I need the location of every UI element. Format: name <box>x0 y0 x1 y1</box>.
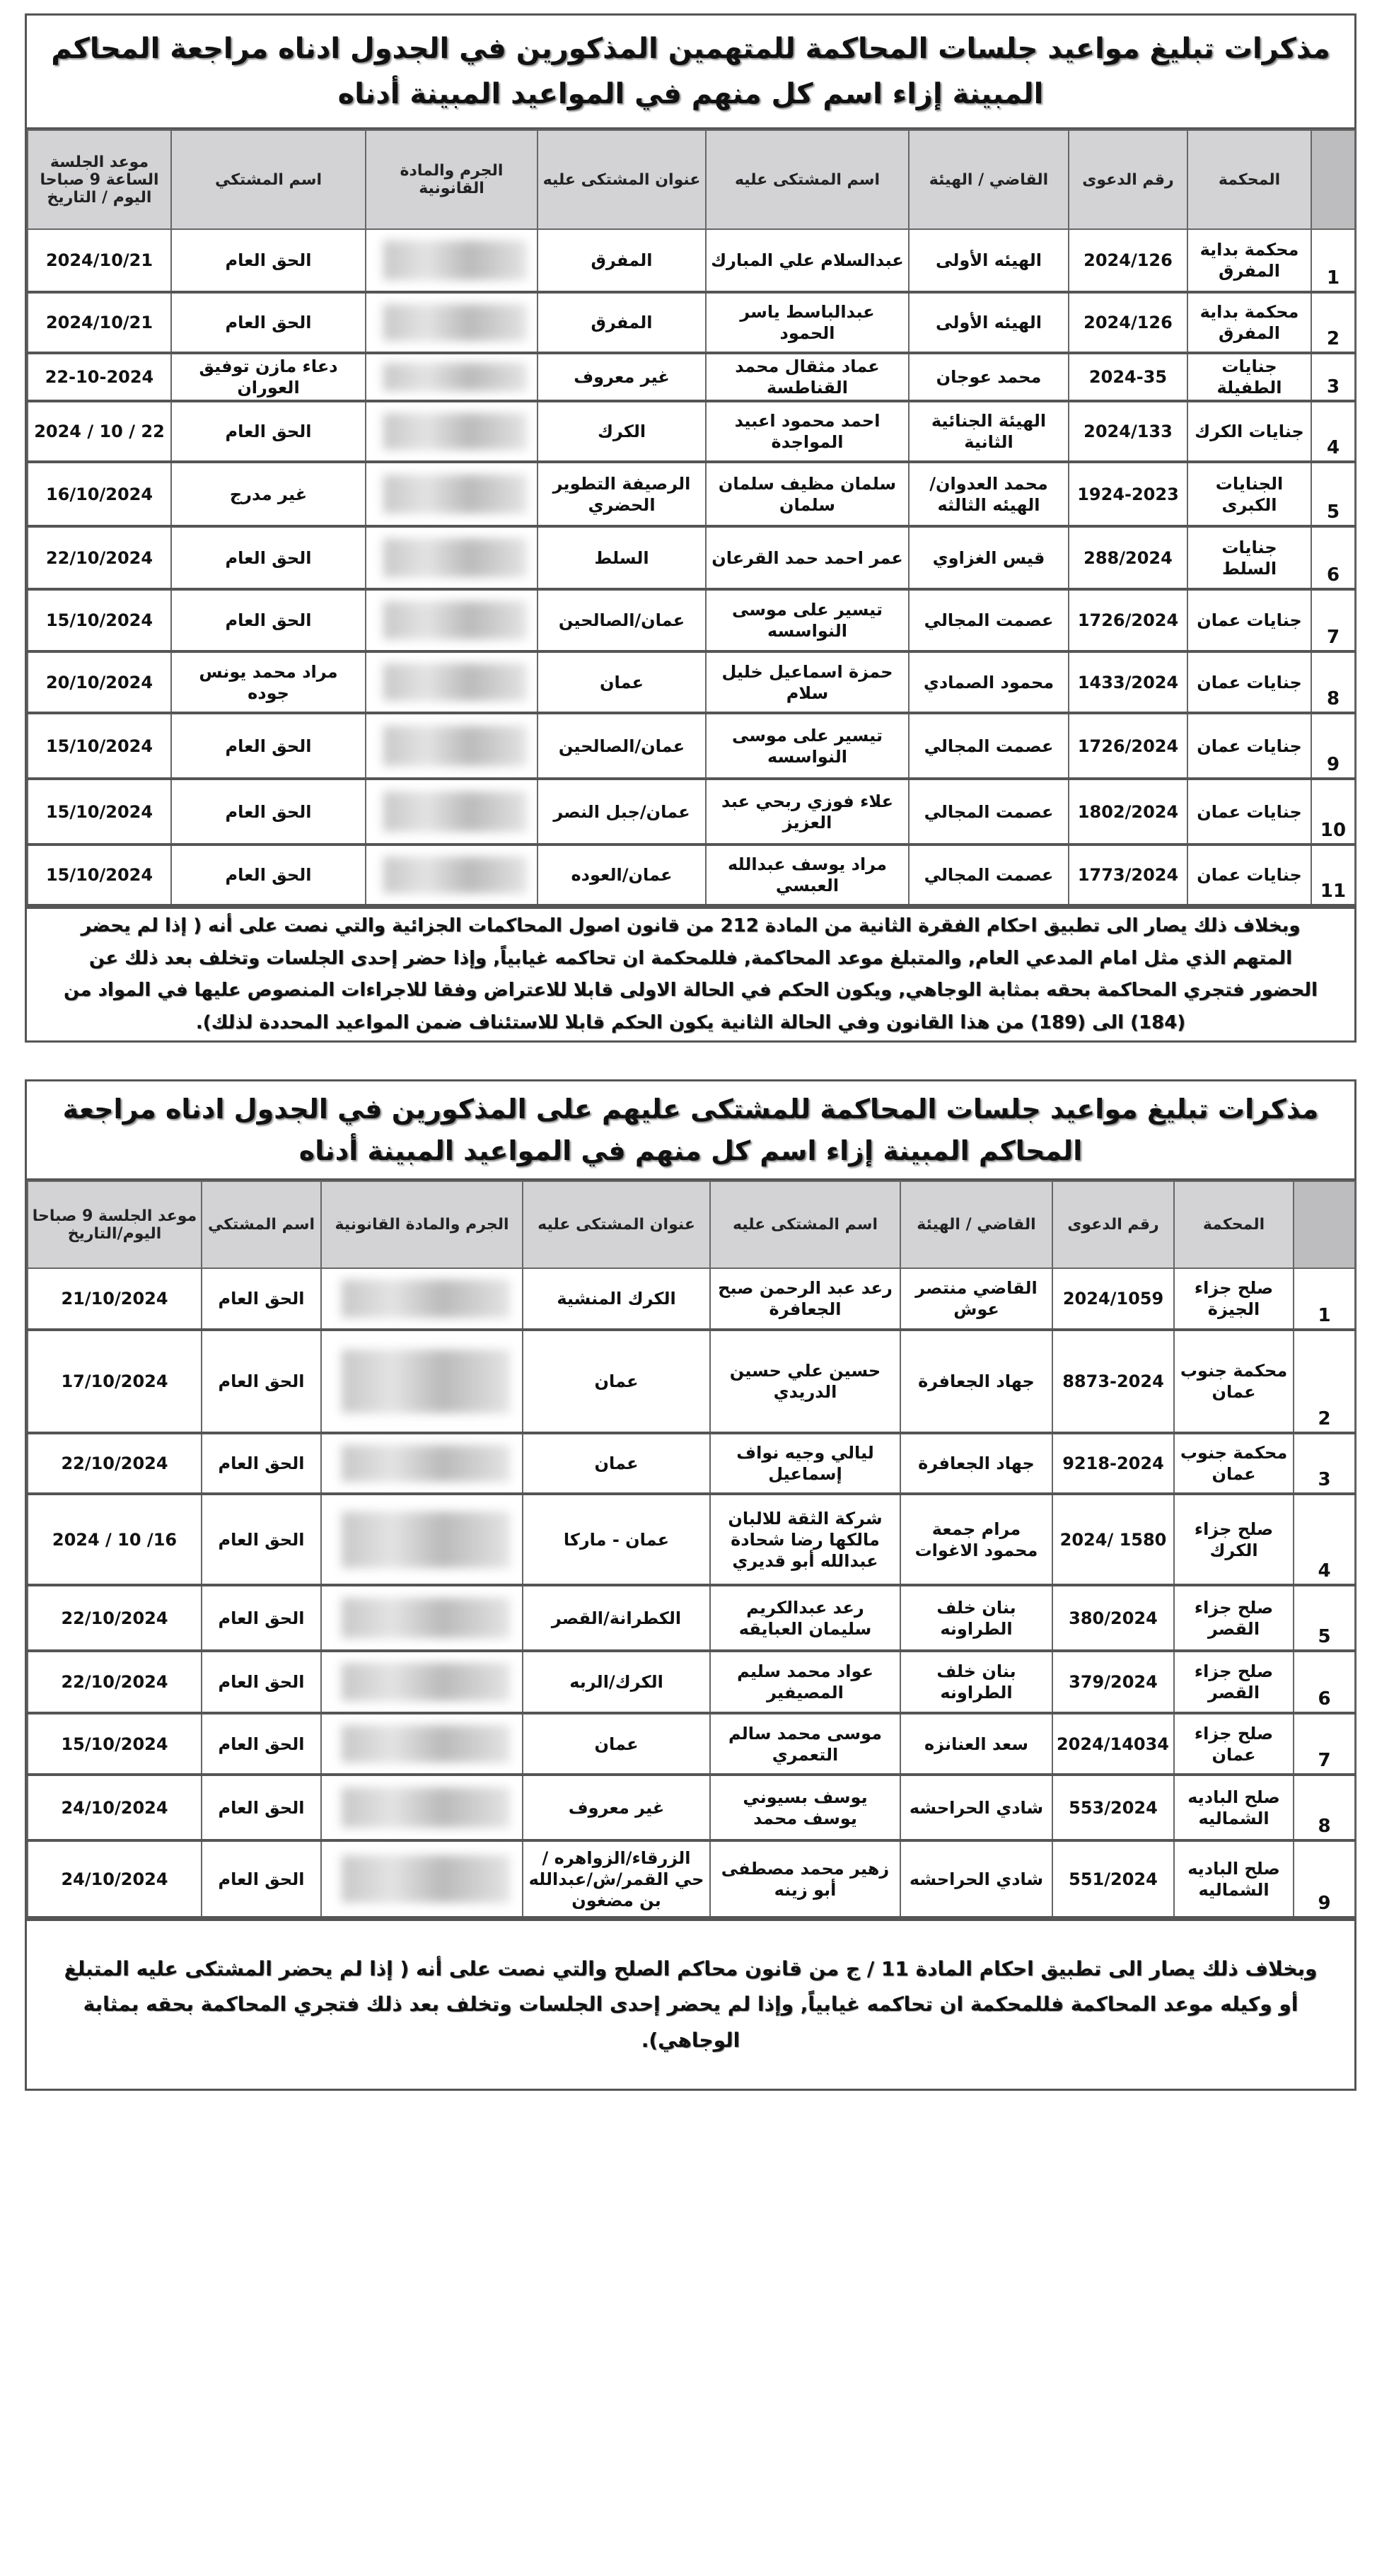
cell-court: محكمة جنوب عمان <box>1174 1433 1294 1494</box>
cell-defendant-name: علاء فوزي ربحي عبد العزيز <box>706 779 909 845</box>
cell-defendant-address: السلط <box>538 526 706 589</box>
cell-row-number: 4 <box>1311 401 1355 462</box>
cell-plaintiff-name: الحق العام <box>202 1840 321 1918</box>
redacted-blur <box>383 601 526 639</box>
cell-row-number: 9 <box>1311 713 1355 779</box>
cell-plaintiff-name: الحق العام <box>171 526 366 589</box>
table-row <box>28 353 1355 401</box>
redacted-blur <box>342 1512 510 1568</box>
cell-defendant-address: الزرقاء/الزواهره /حي القمر/ش/عبدالله بن مضغون <box>523 1840 710 1918</box>
table-row <box>28 1713 1355 1775</box>
cell-court: محكمة بداية المفرق <box>1187 229 1311 292</box>
cell-crime-legal-article <box>366 292 538 353</box>
cell-judge-panel: جهاد الجعافرة <box>900 1330 1052 1433</box>
cell-plaintiff-name: الحق العام <box>202 1268 321 1330</box>
redacted-blur <box>383 240 526 279</box>
cell-judge-panel: عصمت المجالي <box>909 713 1069 779</box>
notice-defendant-hearings <box>25 1079 1356 2091</box>
cell-crime-legal-article <box>321 1775 523 1840</box>
cell-defendant-address: عمان <box>538 651 706 713</box>
redacted-blur <box>383 475 526 514</box>
cell-defendant-address: غير معروف <box>523 1775 710 1840</box>
cell-case-number: 1726/2024 <box>1069 713 1187 779</box>
column-header-row-number <box>1294 1181 1355 1268</box>
cell-court: جنايات عمان <box>1187 651 1311 713</box>
column-header-plaintiff-name: اسم المشتكي <box>202 1181 321 1268</box>
table-row <box>28 462 1355 526</box>
cell-judge-panel: مرام جمعة محمود الاغوات <box>900 1494 1052 1585</box>
cell-court: صلح الباديه الشماليه <box>1174 1775 1294 1840</box>
table-row <box>28 1268 1355 1330</box>
cell-crime-legal-article <box>366 526 538 589</box>
cell-court: صلح الباديه الشماليه <box>1174 1840 1294 1918</box>
cell-crime-legal-article <box>366 713 538 779</box>
table-row <box>28 1433 1355 1494</box>
cell-plaintiff-name: الحق العام <box>202 1775 321 1840</box>
column-header-plaintiff-name: اسم المشتكي <box>171 130 366 229</box>
cell-defendant-name: رعد عبد الرحمن صبح الجعافرة <box>710 1268 900 1330</box>
cell-plaintiff-name: الحق العام <box>202 1330 321 1433</box>
cell-hearing-date: 22-10-2024 <box>28 353 171 401</box>
cell-hearing-date: 17/10/2024 <box>28 1330 202 1433</box>
cell-court: محكمة جنوب عمان <box>1174 1330 1294 1433</box>
redacted-blur <box>383 363 526 392</box>
cell-defendant-name: عبدالباسط ياسر الحمود <box>706 292 909 353</box>
cell-judge-panel: عصمت المجالي <box>909 779 1069 845</box>
cell-hearing-date: 22/10/2024 <box>28 1585 202 1651</box>
cell-court: جنايات الطفيلة <box>1187 353 1311 401</box>
cell-hearing-date: 22/10/2024 <box>28 526 171 589</box>
table-row <box>28 713 1355 779</box>
cell-hearing-date: 15/10/2024 <box>28 779 171 845</box>
cell-plaintiff-name: الحق العام <box>202 1494 321 1585</box>
cell-judge-panel: الهيئه الأولى <box>909 229 1069 292</box>
column-header-defendant-name: اسم المشتكى عليه <box>706 130 909 229</box>
cell-defendant-name: عواد محمد سليم المصيفير <box>710 1651 900 1713</box>
column-header-defendant-address: عنوان المشتكى عليه <box>523 1181 710 1268</box>
cell-case-number: 380/2024 <box>1052 1585 1174 1651</box>
cell-judge-panel: بنان خلف الطراونه <box>900 1585 1052 1651</box>
cell-defendant-name: حسين علي حسين الدريدي <box>710 1330 900 1433</box>
cell-row-number: 6 <box>1311 526 1355 589</box>
cell-case-number: 2024/1059 <box>1052 1268 1174 1330</box>
cell-crime-legal-article <box>366 229 538 292</box>
cell-crime-legal-article <box>321 1651 523 1713</box>
cell-row-number: 3 <box>1294 1433 1355 1494</box>
cell-plaintiff-name: الحق العام <box>171 229 366 292</box>
cell-case-number: 2024/126 <box>1069 292 1187 353</box>
cell-defendant-name: زهير محمد مصطفى أبو زينه <box>710 1840 900 1918</box>
redacted-blur <box>342 1855 510 1903</box>
cell-case-number: 379/2024 <box>1052 1651 1174 1713</box>
cell-crime-legal-article <box>366 589 538 651</box>
cell-case-number: 288/2024 <box>1069 526 1187 589</box>
redacted-blur <box>342 1445 510 1483</box>
cell-hearing-date: 15/10/2024 <box>28 845 171 905</box>
cell-court: صلح جزاء القصر <box>1174 1585 1294 1651</box>
cell-crime-legal-article <box>366 353 538 401</box>
table-row <box>28 526 1355 589</box>
cell-case-number: 2024/133 <box>1069 401 1187 462</box>
hearings-table <box>27 129 1356 907</box>
cell-case-number: 9218-2024 <box>1052 1433 1174 1494</box>
cell-defendant-address: عمان/الصالحين <box>538 589 706 651</box>
cell-judge-panel: محمود الصمادي <box>909 651 1069 713</box>
cell-plaintiff-name: الحق العام <box>202 1651 321 1713</box>
notice-accused-hearings <box>25 13 1356 1043</box>
cell-defendant-address: الرصيفة التطوير الحضري <box>538 462 706 526</box>
cell-row-number: 10 <box>1311 779 1355 845</box>
cell-crime-legal-article <box>366 845 538 905</box>
cell-defendant-address: عمان/جبل النصر <box>538 779 706 845</box>
cell-defendant-address: الكرك/الربه <box>523 1651 710 1713</box>
cell-defendant-name: موسى محمد سالم التعمري <box>710 1713 900 1775</box>
redacted-blur <box>383 538 526 576</box>
redacted-blur <box>342 1787 510 1828</box>
table-row <box>28 845 1355 905</box>
cell-defendant-name: احمد محمود اعبيد المواجدة <box>706 401 909 462</box>
legal-notice-paragraph: وبخلاف ذلك يصار الى تطبيق احكام المادة 11 / ج من قانون محاكم الصلح والتي نصت على أنه ( إذا لم يحضر المشتكى عليه المتبلغ أو وكيله موعد المحاكمة فللمحكمة ان تحاكمه غيابياً, وإذا لم يحضر إحدى الجلسات وتخلف بعد ذلك فتجري المحاكمة بحقه بمثابة الوجاهي). <box>27 1919 1354 2089</box>
cell-hearing-date: 24/10/2024 <box>28 1840 202 1918</box>
column-header-court: المحكمة <box>1174 1181 1294 1268</box>
cell-row-number: 8 <box>1294 1775 1355 1840</box>
cell-plaintiff-name: الحق العام <box>202 1713 321 1775</box>
cell-defendant-name: عبدالسلام علي المبارك <box>706 229 909 292</box>
cell-plaintiff-name: الحق العام <box>202 1433 321 1494</box>
redacted-blur <box>383 791 526 832</box>
cell-judge-panel: الهيئه الأولى <box>909 292 1069 353</box>
column-header-defendant-address: عنوان المشتكى عليه <box>538 130 706 229</box>
cell-case-number: 8873-2024 <box>1052 1330 1174 1433</box>
cell-court: صلح جزاء الكرك <box>1174 1494 1294 1585</box>
cell-case-number: 2024/126 <box>1069 229 1187 292</box>
cell-judge-panel: عصمت المجالي <box>909 589 1069 651</box>
cell-case-number: 2024/14034 <box>1052 1713 1174 1775</box>
table-row <box>28 1651 1355 1713</box>
cell-hearing-date: 22/10/2024 <box>28 1651 202 1713</box>
table-row <box>28 1840 1355 1918</box>
cell-judge-panel: شادي الحراحشه <box>900 1840 1052 1918</box>
cell-case-number: 553/2024 <box>1052 1775 1174 1840</box>
cell-defendant-address: الكرك <box>538 401 706 462</box>
cell-defendant-address: عمان <box>523 1433 710 1494</box>
cell-hearing-date: 15/10/2024 <box>28 589 171 651</box>
cell-crime-legal-article <box>366 401 538 462</box>
cell-defendant-name: شركة الثقة للالبان مالكها رضا شحادة عبدالله أبو قديري <box>710 1494 900 1585</box>
redacted-blur <box>383 726 526 766</box>
cell-hearing-date: 2024/10/21 <box>28 229 171 292</box>
column-header-hearing-date: موعد الجلسة 9 صباحا اليوم/التاريخ <box>28 1181 202 1268</box>
cell-crime-legal-article <box>321 1433 523 1494</box>
cell-defendant-name: مراد يوسف عبدالله العبسي <box>706 845 909 905</box>
hearings-table <box>27 1180 1356 1919</box>
cell-court: صلح جزاء عمان <box>1174 1713 1294 1775</box>
cell-defendant-address: عمان/الصالحين <box>538 713 706 779</box>
cell-plaintiff-name: الحق العام <box>171 845 366 905</box>
cell-defendant-name: تيسير على موسى النواسسه <box>706 713 909 779</box>
cell-crime-legal-article <box>321 1585 523 1651</box>
cell-row-number: 2 <box>1311 292 1355 353</box>
cell-defendant-address: الكطرانة/القصر <box>523 1585 710 1651</box>
cell-hearing-date: 24/10/2024 <box>28 1775 202 1840</box>
cell-hearing-date: 21/10/2024 <box>28 1268 202 1330</box>
cell-plaintiff-name: الحق العام <box>171 589 366 651</box>
cell-case-number: 1726/2024 <box>1069 589 1187 651</box>
table-row <box>28 779 1355 845</box>
column-header-defendant-name: اسم المشتكى عليه <box>710 1181 900 1268</box>
table-row <box>28 292 1355 353</box>
column-header-judge-panel: القاضي / الهيئة <box>900 1181 1052 1268</box>
cell-plaintiff-name: غير مدرج <box>171 462 366 526</box>
cell-case-number: 1433/2024 <box>1069 651 1187 713</box>
table-row <box>28 1585 1355 1651</box>
table-row <box>28 589 1355 651</box>
cell-defendant-address: المفرق <box>538 292 706 353</box>
cell-defendant-name: سلمان مظيف سلمان سلمان <box>706 462 909 526</box>
header-row <box>28 130 1355 229</box>
cell-row-number: 8 <box>1311 651 1355 713</box>
cell-row-number: 9 <box>1294 1840 1355 1918</box>
cell-row-number: 3 <box>1311 353 1355 401</box>
redacted-blur <box>383 857 526 894</box>
cell-row-number: 4 <box>1294 1494 1355 1585</box>
cell-hearing-date: 16/ 10 / 2024 <box>28 1494 202 1585</box>
cell-crime-legal-article <box>366 779 538 845</box>
cell-crime-legal-article <box>321 1268 523 1330</box>
cell-defendant-address: عمان <box>523 1713 710 1775</box>
cell-row-number: 6 <box>1294 1651 1355 1713</box>
header-row <box>28 1181 1355 1268</box>
cell-hearing-date: 16/10/2024 <box>28 462 171 526</box>
redacted-blur <box>383 304 526 342</box>
cell-plaintiff-name: الحق العام <box>171 401 366 462</box>
cell-court: جنايات الكرك <box>1187 401 1311 462</box>
redacted-blur <box>342 1663 510 1701</box>
cell-defendant-name: حمزة اسماعيل خليل سلام <box>706 651 909 713</box>
cell-court: الجنايات الكبرى <box>1187 462 1311 526</box>
cell-plaintiff-name: الحق العام <box>171 779 366 845</box>
cell-court: جنايات عمان <box>1187 779 1311 845</box>
cell-crime-legal-article <box>321 1330 523 1433</box>
cell-judge-panel: قيس الغزاوي <box>909 526 1069 589</box>
cell-judge-panel: بنان خلف الطراونه <box>900 1651 1052 1713</box>
cell-case-number: 1580 /2024 <box>1052 1494 1174 1585</box>
cell-row-number: 5 <box>1294 1585 1355 1651</box>
cell-defendant-name: عمر احمد حمد القرعان <box>706 526 909 589</box>
cell-defendant-name: رعد عبدالكريم سليمان العبايقه <box>710 1585 900 1651</box>
cell-judge-panel: محمد العدوان/الهيئه الثالثه <box>909 462 1069 526</box>
redacted-blur <box>342 1598 510 1638</box>
cell-hearing-date: 22/10/2024 <box>28 1433 202 1494</box>
cell-plaintiff-name: الحق العام <box>202 1585 321 1651</box>
cell-court: صلح جزاء القصر <box>1174 1651 1294 1713</box>
cell-defendant-address: عمان/العوده <box>538 845 706 905</box>
cell-defendant-name: عماد مثقال محمد القناطسة <box>706 353 909 401</box>
cell-hearing-date: 20/10/2024 <box>28 651 171 713</box>
redacted-blur <box>342 1725 510 1763</box>
cell-defendant-address: عمان <box>523 1330 710 1433</box>
cell-court: محكمة بداية المفرق <box>1187 292 1311 353</box>
cell-court: جنايات السلط <box>1187 526 1311 589</box>
cell-court: جنايات عمان <box>1187 589 1311 651</box>
cell-crime-legal-article <box>321 1494 523 1585</box>
table-row <box>28 1494 1355 1585</box>
cell-judge-panel: القاضي منتصر عوش <box>900 1268 1052 1330</box>
cell-plaintiff-name: الحق العام <box>171 292 366 353</box>
cell-crime-legal-article <box>321 1840 523 1918</box>
cell-plaintiff-name: الحق العام <box>171 713 366 779</box>
cell-case-number: 1773/2024 <box>1069 845 1187 905</box>
notice-title: مذكرات تبليغ مواعيد جلسات المحاكمة للمشتكى عليهم على المذكورين في الجدول ادناه مراجعة المحاكم المبينة إزاء اسم كل منهم في المواعيد المبينة أدناه <box>27 1081 1354 1180</box>
cell-judge-panel: محمد عوجان <box>909 353 1069 401</box>
cell-judge-panel: شادي الحراحشه <box>900 1775 1052 1840</box>
cell-hearing-date: 15/10/2024 <box>28 713 171 779</box>
table-row <box>28 229 1355 292</box>
cell-court: جنايات عمان <box>1187 845 1311 905</box>
table-row <box>28 401 1355 462</box>
cell-case-number: 551/2024 <box>1052 1840 1174 1918</box>
cell-crime-legal-article <box>321 1713 523 1775</box>
cell-crime-legal-article <box>366 462 538 526</box>
cell-court: جنايات عمان <box>1187 713 1311 779</box>
cell-hearing-date: 2024/10/21 <box>28 292 171 353</box>
column-header-crime-legal-article: الجرم والمادة القانونية <box>321 1181 523 1268</box>
cell-row-number: 7 <box>1311 589 1355 651</box>
column-header-hearing-date: موعد الجلسة الساعة 9 صباحا اليوم / التاريخ <box>28 130 171 229</box>
column-header-row-number <box>1311 130 1355 229</box>
cell-judge-panel: جهاد الجعافرة <box>900 1433 1052 1494</box>
table-row <box>28 1330 1355 1433</box>
cell-judge-panel: سعد العنانزه <box>900 1713 1052 1775</box>
cell-defendant-address: الكرك المنشية <box>523 1268 710 1330</box>
redacted-blur <box>342 1350 510 1414</box>
cell-defendant-address: عمان - ماركا <box>523 1494 710 1585</box>
cell-crime-legal-article <box>366 651 538 713</box>
cell-defendant-address: غير معروف <box>538 353 706 401</box>
cell-case-number: 1924-2023 <box>1069 462 1187 526</box>
notice-title: مذكرات تبليغ مواعيد جلسات المحاكمة للمتهمين المذكورين في الجدول ادناه مراجعة المحاكم المبينة إزاء اسم كل منهم في المواعيد المبينة أدناه <box>27 16 1354 129</box>
cell-judge-panel: الهيئة الجنائية الثانية <box>909 401 1069 462</box>
column-header-case-number: رقم الدعوى <box>1052 1181 1174 1268</box>
redacted-blur <box>342 1280 510 1318</box>
cell-row-number: 5 <box>1311 462 1355 526</box>
cell-row-number: 1 <box>1311 229 1355 292</box>
cell-row-number: 2 <box>1294 1330 1355 1433</box>
cell-defendant-name: يوسف بسيوني يوسف محمد <box>710 1775 900 1840</box>
cell-row-number: 11 <box>1311 845 1355 905</box>
redacted-blur <box>383 663 526 701</box>
cell-judge-panel: عصمت المجالي <box>909 845 1069 905</box>
cell-row-number: 7 <box>1294 1713 1355 1775</box>
legal-notice-paragraph: وبخلاف ذلك يصار الى تطبيق احكام الفقرة الثانية من المادة 212 من قانون اصول المحاكمات الجزائية والتي نصت على أنه ( إذا لم يحضر المتهم الذي مثل امام المدعي العام, والمتبلغ موعد المحاكمة, فللمحكمة ان تحاكمه غيابياً, وإذا حضر إحدى الجلسات وتخلف بعد ذلك عن الحضور فتجري المحاكمة بحقه بمثابة الوجاهي, ويكون الحكم في الحالة الاولى قابلا للاعتراض وفقا للاجراءات المنصوص عليها في المواد من (184) الى (189) من هذا القانون وفي الحالة الثانية يكون الحكم قابلا للاستئناف ضمن المواعيد المحددة لذلك). <box>27 907 1354 1040</box>
cell-hearing-date: 22 / 10 / 2024 <box>28 401 171 462</box>
column-header-judge-panel: القاضي / الهيئة <box>909 130 1069 229</box>
table-row <box>28 651 1355 713</box>
cell-plaintiff-name: مراد محمد يونس جوده <box>171 651 366 713</box>
cell-defendant-name: ليالي وجيه نواف إسماعيل <box>710 1433 900 1494</box>
cell-case-number: 2024-35 <box>1069 353 1187 401</box>
column-header-court: المحكمة <box>1187 130 1311 229</box>
cell-case-number: 1802/2024 <box>1069 779 1187 845</box>
cell-row-number: 1 <box>1294 1268 1355 1330</box>
cell-defendant-address: المفرق <box>538 229 706 292</box>
cell-hearing-date: 15/10/2024 <box>28 1713 202 1775</box>
column-header-case-number: رقم الدعوى <box>1069 130 1187 229</box>
cell-defendant-name: تيسير على موسى النواسسه <box>706 589 909 651</box>
cell-court: صلح جزاء الجيزة <box>1174 1268 1294 1330</box>
redacted-blur <box>383 413 526 451</box>
cell-plaintiff-name: دعاء مازن توفيق العوران <box>171 353 366 401</box>
table-row <box>28 1775 1355 1840</box>
column-header-crime-legal-article: الجرم والمادة القانونية <box>366 130 538 229</box>
